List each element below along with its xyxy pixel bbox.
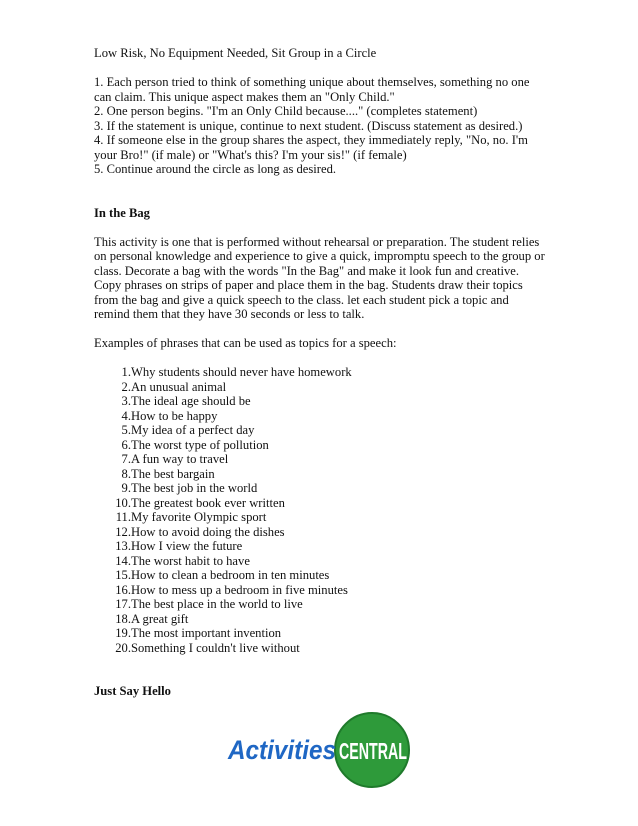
in-the-bag-heading: In the Bag	[94, 205, 150, 220]
spacer	[94, 670, 554, 685]
topic-text: How I view the future	[131, 539, 243, 553]
examples-intro: Examples of phrases that can be used as topics for a speech:	[94, 336, 397, 350]
topic-number: 20.	[115, 640, 131, 655]
topic-item	[94, 510, 554, 525]
logo-word-activities: Activities	[227, 735, 336, 765]
topic-text: How to clean a bedroom in ten minutes	[131, 568, 330, 582]
intro-step-line: your Bro!" (if male) or "What's this? I'm your sis!" (if female)	[94, 147, 407, 162]
topic-text: The worst type of pollution	[131, 437, 269, 452]
topic-item	[94, 568, 554, 583]
topic-number: 14.	[115, 553, 131, 568]
intro-step-line: 3. If the statement is unique, continue to next student. (Discuss statement as desired.)	[94, 118, 523, 133]
topic-number: 11.	[115, 510, 131, 524]
topic-item	[94, 380, 554, 395]
topic-text: The best job in the world	[131, 481, 258, 495]
topic-number: 16.	[115, 582, 131, 597]
topic-text: The most important invention	[131, 626, 282, 640]
in-the-bag-paragraph-line: on personal knowledge and experience to give a quick, impromptu speech to the group or	[94, 249, 545, 263]
spacer	[94, 220, 554, 235]
topic-item	[94, 394, 554, 409]
topic-text: Something I couldn't live without	[131, 640, 300, 655]
topic-number: 10.	[115, 495, 131, 510]
topic-text: An unusual animal	[131, 379, 227, 394]
topic-text: My idea of a perfect day	[131, 423, 255, 437]
topic-text: The best place in the world to live	[131, 597, 303, 611]
topic-number: 15.	[115, 568, 131, 582]
topic-number: 13.	[115, 539, 131, 553]
topic-item	[94, 452, 554, 467]
topic-text: How to be happy	[131, 408, 218, 423]
intro-step-line: 1. Each person tried to think of something unique about themselves, something no one	[94, 75, 530, 89]
spacer	[94, 61, 554, 76]
spacer	[94, 351, 554, 366]
intro-step-line: 4. If someone else in the group shares the aspect, they immediately reply, "No, no. I'm	[94, 133, 528, 147]
in-the-bag-paragraph-line: Copy phrases on strips of paper and place them in the bag. Students draw their topics	[94, 278, 523, 292]
topic-item	[94, 626, 554, 641]
topic-item	[94, 612, 554, 627]
just-say-hello-heading: Just Say Hello	[94, 684, 171, 698]
topic-number: 7.	[121, 452, 131, 466]
topic-item	[94, 467, 554, 482]
topic-item	[94, 554, 554, 569]
topic-number: 1.	[121, 365, 131, 379]
topic-text: How to mess up a bedroom in five minutes	[131, 582, 348, 597]
topic-text: The greatest book ever written	[131, 495, 285, 510]
topic-item	[94, 438, 554, 453]
in-the-bag-paragraph-line: class. Decorate a bag with the words "In the Bag" and make it look fun and creative.	[94, 263, 520, 278]
spacer	[94, 322, 554, 337]
topic-item	[94, 539, 554, 554]
intro-step-line: 2. One person begins. "I'm an Only Child because...." (completes statement)	[94, 104, 478, 118]
logo-graphic	[228, 712, 412, 792]
topic-text: The best bargain	[131, 466, 215, 481]
topic-number: 6.	[121, 437, 131, 452]
topic-number: 4.	[121, 408, 131, 423]
topic-item	[94, 525, 554, 540]
topic-item	[94, 409, 554, 424]
in-the-bag-paragraph-line: from the bag and give a quick speech to the class. let each student pick a topic and	[94, 292, 509, 307]
topic-number: 19.	[115, 626, 131, 640]
document-page	[94, 46, 554, 699]
topic-number: 2.	[121, 379, 131, 394]
topic-number: 12.	[115, 524, 131, 539]
topic-text: How to avoid doing the dishes	[131, 524, 285, 539]
intro-step-line: can claim. This unique aspect makes them an "Only Child."	[94, 89, 395, 104]
spacer	[94, 177, 554, 192]
topic-text: My favorite Olympic sport	[131, 510, 267, 524]
intro-step-line: 5. Continue around the circle as long as desired.	[94, 162, 337, 176]
topic-item	[94, 423, 554, 438]
activities-central-logo	[228, 712, 412, 792]
topic-number: 8.	[121, 466, 131, 481]
topic-item	[94, 365, 554, 380]
topic-item	[94, 583, 554, 598]
topic-item	[94, 496, 554, 511]
logo-word-central: CENTRAL	[339, 738, 407, 764]
topic-item	[94, 481, 554, 496]
topic-text: A great gift	[131, 611, 189, 626]
topic-number: 9.	[121, 481, 131, 495]
intro-subtitle: Low Risk, No Equipment Needed, Sit Group in a Circle	[94, 46, 377, 60]
topic-item	[94, 641, 554, 656]
spacer	[94, 191, 554, 206]
topic-item	[94, 597, 554, 612]
spacer	[94, 655, 554, 670]
topic-number: 5.	[121, 423, 131, 437]
in-the-bag-paragraph-line: remind them that they have 30 seconds or less to talk.	[94, 307, 365, 321]
topic-number: 18.	[115, 611, 131, 626]
in-the-bag-paragraph-line: This activity is one that is performed without rehearsal or preparation. The student relies	[94, 234, 540, 249]
topic-text: Why students should never have homework	[131, 365, 352, 379]
topic-number: 17.	[115, 597, 131, 611]
topic-number: 3.	[121, 394, 131, 408]
topic-list	[94, 365, 554, 655]
topic-text: The worst habit to have	[131, 553, 250, 568]
topic-text: The ideal age should be	[131, 394, 251, 408]
topic-text: A fun way to travel	[131, 452, 229, 466]
